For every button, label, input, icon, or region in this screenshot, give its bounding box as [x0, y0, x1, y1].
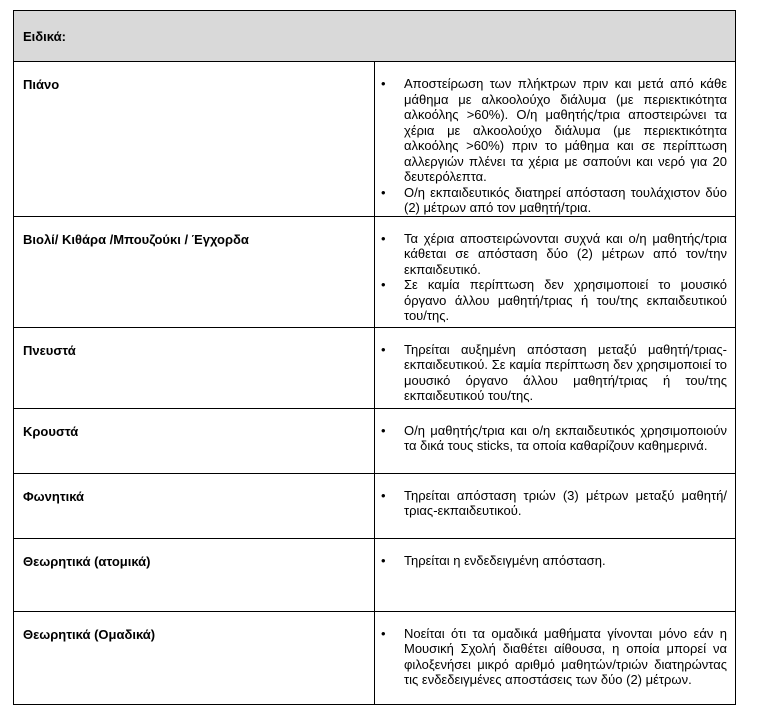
- bullet-item: • Τηρείται η ενδεδειγμένη απόσταση.: [375, 553, 727, 569]
- bullet-item: • Τα χέρια αποστειρώνονται συχνά και ο/η μαθητής/τρια κάθεται σε απόσταση δύο (2) μέτρων από τον/την εκπαιδευτικό.: [375, 231, 727, 278]
- row-content-winds: [375, 327, 736, 408]
- guidelines-table: [13, 10, 736, 705]
- bullet-item: • Αποστείρωση των πλήκτρων πριν και μετά από κάθε μάθημα με αλκοολούχο διάλυμα (με περιεκτικότητα αλκοόλης >60%). Ο/η μαθητής/τρια αποστειρώνει τα χέρια με αλκοολούχο διάλυμα (με περιεκτικότητα αλκοόλης >60%) πριν το μάθημα και σε περίπτωση αλλεργιών πλένει τα χέρια με σαπούνι και νερό για 20 δευτερόλεπτα.: [375, 76, 727, 185]
- row-content-theory-individual: [375, 538, 736, 611]
- bullet-list: [375, 553, 727, 569]
- table-row-vocals: [14, 473, 736, 538]
- table-row-piano: [14, 62, 736, 217]
- table-row-percussion: [14, 408, 736, 473]
- bullet-list: [375, 626, 727, 688]
- row-content-piano: [375, 62, 736, 217]
- row-content-vocals: [375, 473, 736, 538]
- table-header-row: [14, 11, 736, 62]
- table-row-theory-group: [14, 611, 736, 704]
- table-title: Ειδικά:: [14, 11, 736, 62]
- bullet-item: • Τηρείται απόσταση τριών (3) μέτρων μεταξύ μαθητή/τριας-εκπαιδευτικού.: [375, 488, 727, 519]
- row-label-theory-group: Θεωρητικά (Ομαδικά): [14, 611, 375, 704]
- bullet-list: [375, 423, 727, 454]
- row-label-theory-individual: Θεωρητικά (ατομικά): [14, 538, 375, 611]
- row-content-theory-group: [375, 611, 736, 704]
- row-content-percussion: [375, 408, 736, 473]
- row-label-percussion: Κρουστά: [14, 408, 375, 473]
- bullet-item: • Ο/η εκπαιδευτικός διατηρεί απόσταση τουλάχιστον δύο (2) μέτρων από τον μαθητή/τρια.: [375, 185, 727, 216]
- row-label-winds: Πνευστά: [14, 327, 375, 408]
- bullet-list: [375, 76, 727, 216]
- table-row-strings: [14, 216, 736, 327]
- row-label-vocals: Φωνητικά: [14, 473, 375, 538]
- bullet-list: [375, 488, 727, 519]
- bullet-list: [375, 231, 727, 324]
- table-row-theory-individual: [14, 538, 736, 611]
- bullet-item: • Τηρείται αυξημένη απόσταση μεταξύ μαθητή/τριας-εκπαιδευτικού. Σε καμία περίπτωση δεν χρησιμοποιεί το μουσικό όργανο άλλου μαθητή/τριας ή του/της εκπαιδευτικού του/της.: [375, 342, 727, 404]
- table-row-winds: [14, 327, 736, 408]
- bullet-item: • Σε καμία περίπτωση δεν χρησιμοποιεί το μουσικό όργανο άλλου μαθητή/τριας ή του/της εκπαιδευτικού του/της.: [375, 277, 727, 324]
- bullet-item: • Ο/η μαθητής/τρια και ο/η εκπαιδευτικός χρησιμοποιούν τα δικά τους sticks, τα οποία καθαρίζουν καθημερινά.: [375, 423, 727, 454]
- row-label-piano: Πιάνο: [14, 62, 375, 217]
- row-content-strings: [375, 216, 736, 327]
- bullet-item: • Νοείται ότι τα ομαδικά μαθήματα γίνονται μόνο εάν η Μουσική Σχολή διαθέτει αίθουσα, η οποία μπορεί να φιλοξενήσει μικρό αριθμό μαθητών/τριών διατηρώντας τις ενδεδειγμένες αποστάσεις των δύο (2) μέτρων.: [375, 626, 727, 688]
- row-label-strings: Βιολί/ Κιθάρα /Μπουζούκι / Έγχορδα: [14, 216, 375, 327]
- bullet-list: [375, 342, 727, 404]
